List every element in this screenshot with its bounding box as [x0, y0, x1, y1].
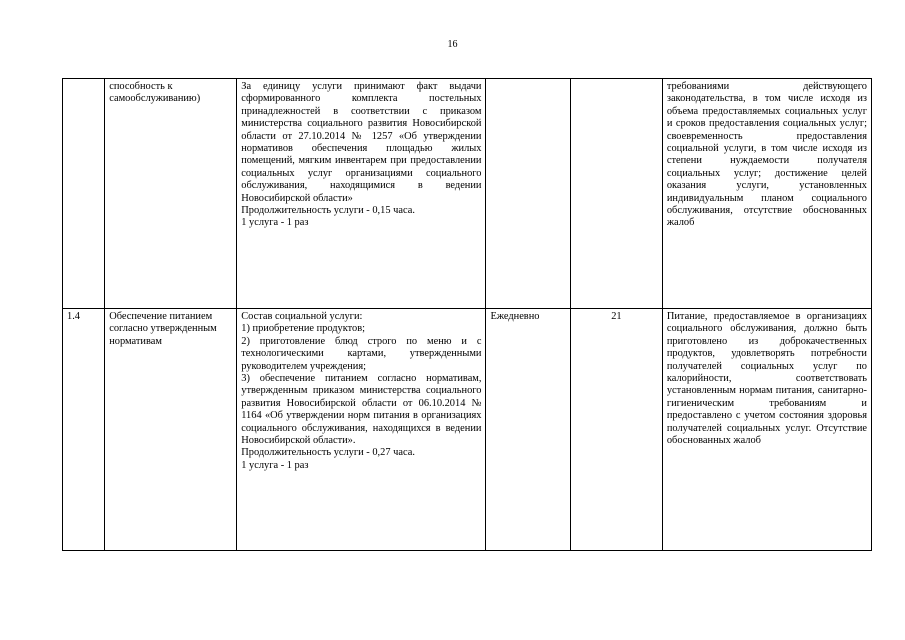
cell-count: [570, 79, 662, 309]
description-line: 1) приобретение продуктов;: [241, 323, 366, 335]
cell-frequency: Ежедневно: [486, 309, 570, 551]
cell-number: [63, 79, 105, 309]
table-row: [63, 79, 872, 309]
description-line: 2) приготовление блюд строго по меню и с технологическими картами, утвержденными руководителем учреждения;: [241, 335, 482, 372]
description-unit: 1 услуга - 1 раз: [241, 217, 309, 229]
description-unit: 1 услуга - 1 раз: [241, 459, 309, 471]
page-number: 16: [447, 39, 458, 50]
services-table: [62, 78, 872, 551]
description-text: За единицу услуги принимают факт выдачи сформированного комплекта постельных принадлежностей в соответствии с приказом министерства социального развития Новосибирской области от 27.10.2014 № 1257 «Об утверждении нормативов обеспечения площадью жилых помещений, мягким инвентарем при предоставлении социальных услуг организациями социального обслуживания, находящимися в ведении Новосибирской области»: [241, 81, 482, 204]
cell-conditions: Питание, предоставляемое в организациях социального обслуживания, должно быть приготовлено из доброкачественных продуктов, удовлетворять потребности получателей социальных услуг по калорийности, соответствовать установленным нормам питания, санитарно-гигиеническим требованиям и предоставлено с учетом состояния здоровья получателей социальных услуг. Отсутствие обоснованных жалоб: [662, 309, 871, 551]
description-duration: Продолжительность услуги - 0,15 часа.: [241, 205, 415, 217]
description-line: Состав социальной услуги:: [241, 311, 363, 322]
cell-service-name: Обеспечение питанием согласно утвержденным нормативам: [105, 309, 237, 551]
cell-description: [237, 79, 486, 309]
cell-description: [237, 309, 486, 551]
cell-count: 21: [570, 309, 662, 551]
cell-service-name: способность к самообслуживанию): [105, 79, 237, 309]
description-duration: Продолжительность услуги - 0,27 часа.: [241, 447, 415, 459]
cell-frequency: [486, 79, 570, 309]
cell-number: 1.4: [63, 309, 105, 551]
table-row: [63, 309, 872, 551]
description-line: 3) обеспечение питанием согласно нормативам, утвержденным приказом министерства социального развития Новосибирской области от 06.10.2014 № 1164 «Об утверждении норм питания в организациях социального обслуживания, находящихся в ведении Новосибирской области».: [241, 373, 482, 447]
cell-conditions: требованиями действующего законодательства, в том числе исходя из объема предоставляемых социальных услуг и сроков предоставления социальных услуг; своевременность предоставления социальной услуги, в том числе исходя из степени нуждаемости получателя социальных услуг; достижение целей оказания услуги, установленных индивидуальным планом социального обслуживания, отсутствие обоснованных жалоб: [662, 79, 871, 309]
